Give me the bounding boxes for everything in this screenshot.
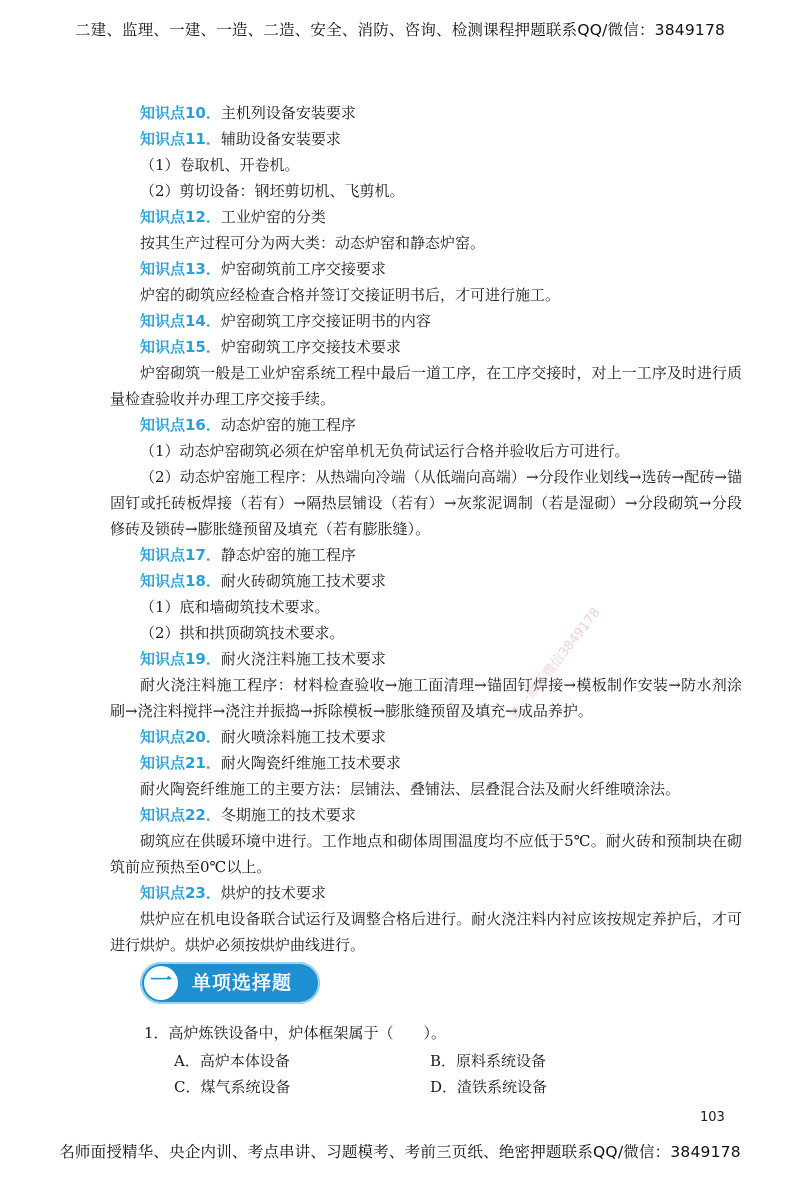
question-options xyxy=(144,1048,744,1100)
watermark: 唯一联系微信3849178 xyxy=(508,605,604,722)
knowledge-point-label: 知识点13 xyxy=(140,260,206,278)
knowledge-point-title: 炉窑砌筑工序交接证明书的内容 xyxy=(220,312,431,330)
paragraph: （2）拱和拱顶砌筑技术要求。 xyxy=(140,624,345,642)
page-number: 103 xyxy=(700,1110,725,1125)
knowledge-point-label: 知识点15 xyxy=(140,338,206,356)
knowledge-point-heading: 知识点17．静态炉窑的施工程序 xyxy=(140,546,356,564)
paragraph: 砌筑应在供暖环境中进行。工作地点和砌体周围温度均不应低于5℃。耐火砖和预制块在砌筑前应预热至0℃以上。 xyxy=(110,832,742,876)
knowledge-point-heading: 知识点21．耐火陶瓷纤维施工技术要求 xyxy=(140,754,401,772)
knowledge-point-label: 知识点20 xyxy=(140,728,206,746)
knowledge-point-title: 工业炉窑的分类 xyxy=(220,208,326,226)
knowledge-point-label: 知识点12 xyxy=(140,208,206,226)
paragraph: （1）卷取机、开卷机。 xyxy=(140,156,300,174)
header-banner: 二建、监理、一建、一造、二造、安全、消防、咨询、检测课程押题联系QQ/微信：3849178 xyxy=(74,21,726,39)
question-stem: 1．高炉炼铁设备中，炉体框架属于（ ）。 xyxy=(144,1024,447,1042)
knowledge-point-heading: 知识点18．耐火砖砌筑施工技术要求 xyxy=(140,572,386,590)
section-title: 单项选择题 xyxy=(192,972,293,994)
knowledge-point-label: 知识点11 xyxy=(140,130,206,148)
knowledge-point-heading: 知识点20．耐火喷涂料施工技术要求 xyxy=(140,728,386,746)
option-b[interactable]: B．原料系统设备 xyxy=(430,1052,547,1070)
knowledge-point-heading: 知识点13．炉窑砌筑前工序交接要求 xyxy=(140,260,386,278)
knowledge-point-title: 耐火砖砌筑施工技术要求 xyxy=(220,572,386,590)
knowledge-point-label: 知识点21 xyxy=(140,754,206,772)
knowledge-point-label: 知识点16 xyxy=(140,416,206,434)
knowledge-points-content xyxy=(110,100,742,958)
knowledge-point-title: 主机列设备安装要求 xyxy=(220,104,356,122)
knowledge-point-title: 耐火浇注料施工技术要求 xyxy=(220,650,386,668)
knowledge-point-label: 知识点19 xyxy=(140,650,206,668)
section-heading xyxy=(140,962,320,1004)
paragraph: 烘炉应在机电设备联合试运行及调整合格后进行。耐火浇注料内衬应该按规定养护后，才可进行烘炉。烘炉必须按烘炉曲线进行。 xyxy=(110,910,742,954)
question-1 xyxy=(144,1020,744,1100)
knowledge-point-title: 炉窑砌筑工序交接技术要求 xyxy=(220,338,401,356)
knowledge-point-label: 知识点18 xyxy=(140,572,206,590)
knowledge-point-label: 知识点10 xyxy=(140,104,206,122)
option-c[interactable]: C．煤气系统设备 xyxy=(174,1078,291,1096)
knowledge-point-title: 耐火喷涂料施工技术要求 xyxy=(220,728,386,746)
paragraph: （2）动态炉窑施工程序：从热端向冷端（从低端向高端）→分段作业划线→选砖→配砖→锚固钉或托砖板焊接（若有）→隔热层铺设（若有）→灰浆泥调制（若是湿砌）→分段砌筑→分段修砖及锁砖→膨胀缝预留及填充（若有膨胀缝）。 xyxy=(110,468,742,538)
paragraph: （2）剪切设备：钢坯剪切机、飞剪机。 xyxy=(140,182,405,200)
knowledge-point-heading: 知识点19．耐火浇注料施工技术要求 xyxy=(140,650,386,668)
knowledge-point-title: 炉窑砌筑前工序交接要求 xyxy=(220,260,386,278)
paragraph: （1）动态炉窑砌筑必须在炉窑单机无负荷试运行合格并验收后方可进行。 xyxy=(140,442,630,460)
footer-banner: 名师面授精华、央企内训、考点串讲、习题模考、考前三页纸、绝密押题联系QQ/微信：3849178 xyxy=(59,1143,741,1161)
option-d[interactable]: D．渣铁系统设备 xyxy=(430,1078,548,1096)
knowledge-point-title: 耐火陶瓷纤维施工技术要求 xyxy=(220,754,401,772)
knowledge-point-title: 静态炉窑的施工程序 xyxy=(220,546,356,564)
section-number-badge: 一 xyxy=(144,966,178,1000)
knowledge-point-heading: 知识点16．动态炉窑的施工程序 xyxy=(140,416,356,434)
knowledge-point-heading: 知识点23．烘炉的技术要求 xyxy=(140,884,326,902)
knowledge-point-title: 冬期施工的技术要求 xyxy=(220,806,356,824)
option-a[interactable]: A．高炉本体设备 xyxy=(174,1052,290,1070)
knowledge-point-heading: 知识点11．辅助设备安装要求 xyxy=(140,130,341,148)
knowledge-point-heading: 知识点12．工业炉窑的分类 xyxy=(140,208,326,226)
paragraph: （1）底和墙砌筑技术要求。 xyxy=(140,598,330,616)
knowledge-point-heading: 知识点10．主机列设备安装要求 xyxy=(140,104,356,122)
paragraph: 耐火浇注料施工程序：材料检查验收→施工面清理→锚固钉焊接→模板制作安装→防水剂涂刷→浇注料搅拌→浇注并振捣→拆除模板→膨胀缝预留及填充→成品养护。 xyxy=(110,676,742,720)
paragraph: 按其生产过程可分为两大类：动态炉窑和静态炉窑。 xyxy=(140,234,486,252)
knowledge-point-label: 知识点14 xyxy=(140,312,206,330)
knowledge-point-heading: 知识点14．炉窑砌筑工序交接证明书的内容 xyxy=(140,312,431,330)
knowledge-point-title: 动态炉窑的施工程序 xyxy=(220,416,356,434)
knowledge-point-heading: 知识点15．炉窑砌筑工序交接技术要求 xyxy=(140,338,401,356)
knowledge-point-title: 辅助设备安装要求 xyxy=(220,130,341,148)
knowledge-point-title: 烘炉的技术要求 xyxy=(220,884,326,902)
knowledge-point-heading: 知识点22．冬期施工的技术要求 xyxy=(140,806,356,824)
knowledge-point-label: 知识点22 xyxy=(140,806,206,824)
knowledge-point-label: 知识点23 xyxy=(140,884,206,902)
paragraph: 炉窑砌筑一般是工业炉窑系统工程中最后一道工序，在工序交接时，对上一工序及时进行质量检查验收并办理工序交接手续。 xyxy=(110,364,742,408)
paragraph: 耐火陶瓷纤维施工的主要方法：层铺法、叠铺法、层叠混合法及耐火纤维喷涂法。 xyxy=(140,780,681,798)
knowledge-point-label: 知识点17 xyxy=(140,546,206,564)
paragraph: 炉窑的砌筑应经检查合格并签订交接证明书后，才可进行施工。 xyxy=(140,286,561,304)
